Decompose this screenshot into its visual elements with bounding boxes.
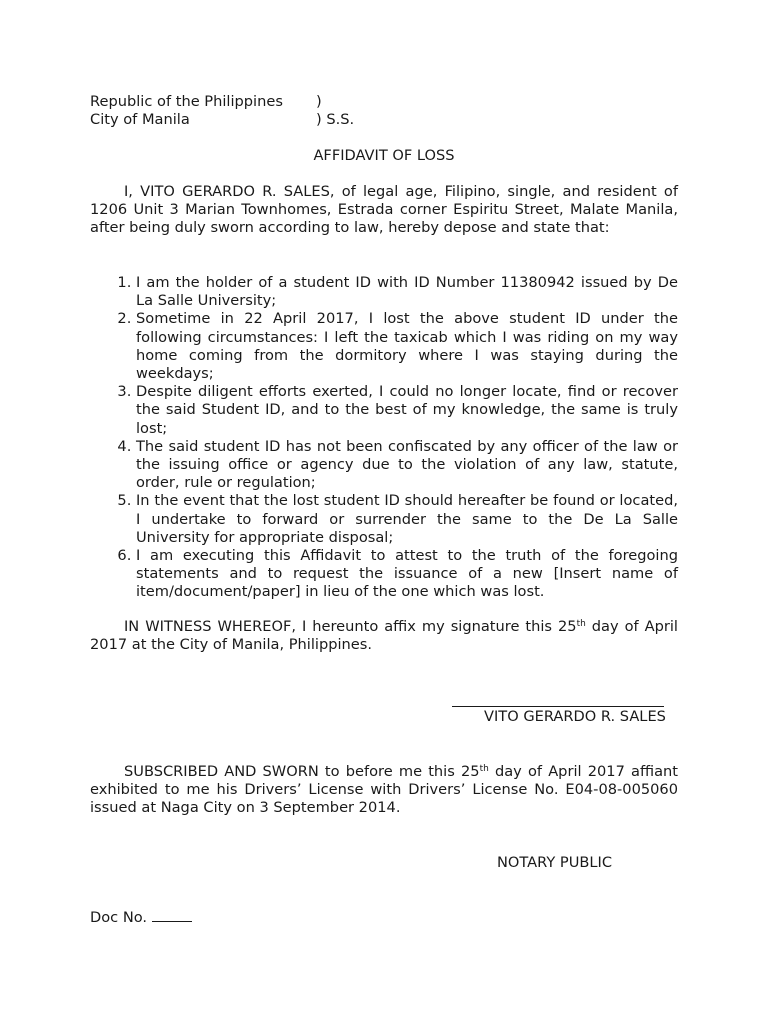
venue-row-city [90,111,450,129]
intro-paragraph: I, VITO GERARDO R. SALES, of legal age, Filipino, single, and resident of 1206 Unit 3 Marian Townhomes, Estrada corner Espiritu Street, Malate Manila, after being duly sworn according to law, hereby depose and state that: [90,183,678,237]
venue-block [90,93,450,129]
statement-list [90,274,678,602]
witness-paragraph [90,618,678,654]
notary-public-label: NOTARY PUBLIC [497,854,613,871]
witness-text-end: day of April 2017 at the City of Manila, Philippines. [90,618,678,654]
doc-no-row [90,908,192,927]
list-item: 5. In the event that the lost student ID should hereafter be found or located, I undertake to forward or surrender the same to the De La Salle University for appropriate disposal; [136,492,678,547]
document-title: AFFIDAVIT OF LOSS [313,147,455,164]
list-item: 1. I am the holder of a student ID with ID Number 11380942 issued by De La Salle University; [136,274,678,310]
venue-ss: ) S.S. [316,111,355,129]
doc-no-blank [152,908,192,922]
venue-city: City of Manila [90,111,190,129]
venue-republic: Republic of the Philippines [90,93,283,110]
doc-no-label: Doc No. [90,909,148,926]
jurat-paragraph [90,763,678,818]
list-item: 4. The said student ID has not been confiscated by any officer of the law or the issuing office or agency due to the violation of any law, statute, order, rule or regulation; [136,438,678,493]
list-item: 6. I am executing this Affidavit to attest to the truth of the foregoing statements and to request the issuance of a new [Insert name of item/document/paper] in lieu of the one which was lost. [136,547,678,602]
signature-line [452,706,664,707]
venue-paren-1: ) [316,93,322,110]
witness-text-start: IN WITNESS WHEREOF, I hereunto affix my signature this 25 [124,618,577,635]
witness-ordinal: th [576,619,586,629]
jurat-text-start: SUBSCRIBED AND SWORN to before me this 25 [124,763,480,780]
jurat-text-end: day of April 2017 affiant exhibited to me his Drivers’ License with Drivers’ License No. E04-08-005060 issued at Naga City on 3 September 2014. [90,763,678,817]
jurat-ordinal: th [479,764,489,774]
signatory-name: VITO GERARDO R. SALES [484,708,666,725]
venue-row-republic [90,93,450,111]
list-item: 3. Despite diligent efforts exerted, I could no longer locate, find or recover the said Student ID, and to the best of my knowledge, the same is truly lost; [136,383,678,438]
list-item: 2. Sometime in 22 April 2017, I lost the above student ID under the following circumstances: I left the taxicab which I was riding on my way home coming from the dormitory where I was staying during the weekdays; [136,310,678,383]
